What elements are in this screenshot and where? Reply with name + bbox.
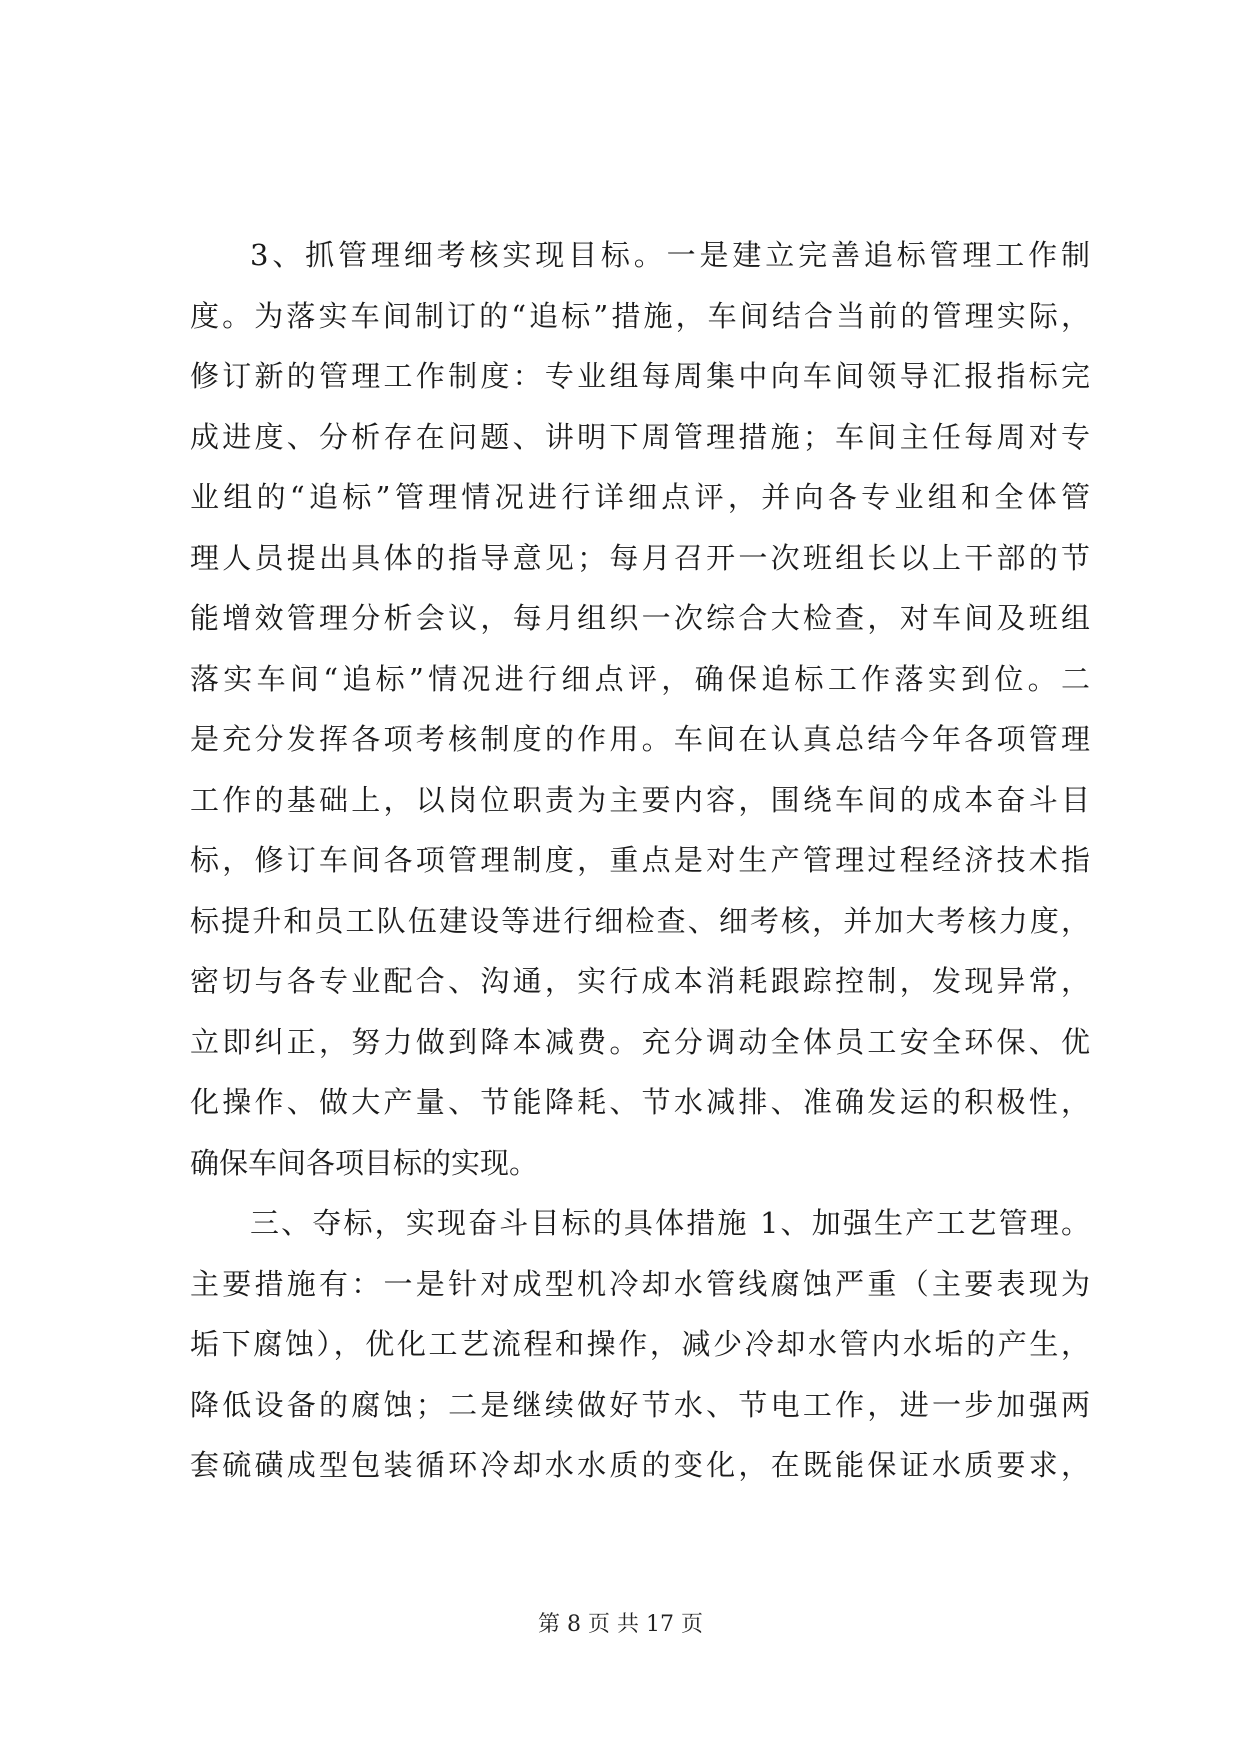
- paragraph-line: 能增效管理分析会议，每月组织一次综合大检查，对车间及班组: [190, 601, 1090, 635]
- paragraph-line: 主要措施有：一是针对成型机冷却水管线腐蚀严重（主要表现为: [190, 1266, 1090, 1301]
- paragraph-line: 标，修订车间各项管理制度，重点是对生产管理过程经济技术指: [190, 843, 1090, 877]
- paragraph-line: 成进度、分析存在问题、讲明下周管理措施；车间主任每周对专: [190, 419, 1090, 454]
- paragraph-line: 落实车间“追标”情况进行细点评，确保追标工作落实到位。二: [190, 661, 1090, 696]
- paragraph-line: 确保车间各项目标的实现。: [190, 1145, 539, 1180]
- paragraph-line: 修订新的管理工作制度：专业组每周集中向车间领导汇报指标完: [190, 359, 1090, 393]
- paragraph-line: 立即纠正，努力做到降本减费。充分调动全体员工安全环保、优: [190, 1024, 1090, 1059]
- paragraph-line: 密切与各专业配合、沟通，实行成本消耗跟踪控制，发现异常，: [190, 964, 1090, 998]
- paragraph-line: 工作的基础上，以岗位职责为主要内容，围绕车间的成本奋斗目: [190, 782, 1090, 817]
- paragraph-line: 业组的“追标”管理情况进行详细点评，并向各专业组和全体管: [190, 480, 1090, 514]
- paragraph-line: 化操作、做大产量、节能降耗、节水减排、准确发运的积极性，: [190, 1085, 1090, 1119]
- paragraph-line: 理人员提出具体的指导意见；每月召开一次班组长以上干部的节: [190, 540, 1090, 575]
- paragraph-line: 降低设备的腐蚀；二是继续做好节水、节电工作，进一步加强两: [190, 1387, 1090, 1422]
- paragraph-line: 度。为落实车间制订的“追标”措施，车间结合当前的管理实际，: [190, 298, 1090, 333]
- paragraph-line: 3、抓管理细考核实现目标。一是建立完善追标管理工作制: [250, 238, 1090, 272]
- body-text: [190, 225, 1090, 1496]
- page-number-footer: 第 8 页 共 17 页: [538, 1612, 703, 1637]
- paragraph-line: 套硫磺成型包装循环冷却水水质的变化，在既能保证水质要求，: [190, 1448, 1090, 1482]
- paragraph-line: 三、夺标，实现奋斗目标的具体措施 1、加强生产工艺管理。: [250, 1206, 1090, 1240]
- paragraph-line: 垢下腐蚀），优化工艺流程和操作，减少冷却水管内水垢的产生，: [190, 1327, 1090, 1361]
- paragraph-line: 是充分发挥各项考核制度的作用。车间在认真总结今年各项管理: [190, 722, 1090, 756]
- paragraph-line: 标提升和员工队伍建设等进行细检查、细考核，并加大考核力度，: [190, 903, 1090, 938]
